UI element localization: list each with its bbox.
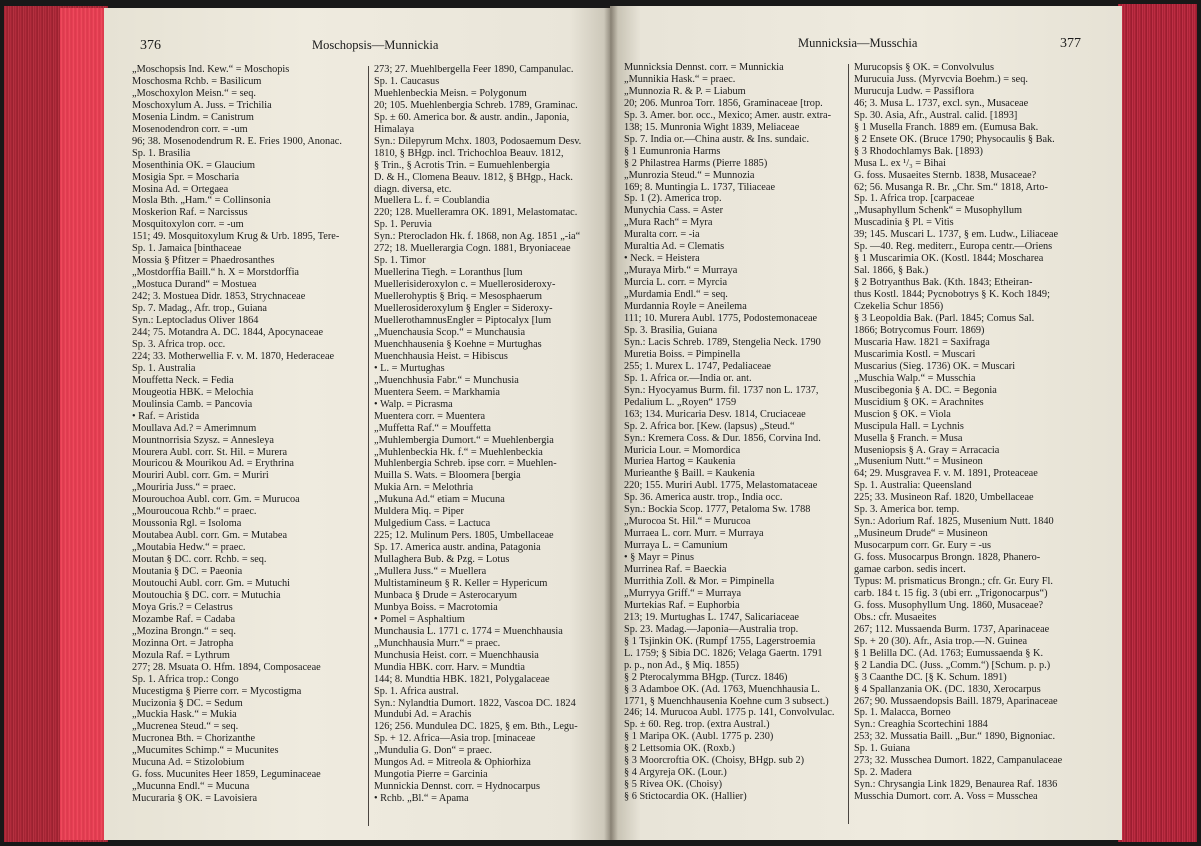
entry-line: § 2 Lettsomia OK. (Roxb.) xyxy=(624,743,735,755)
entry-line: Moskerion Raf. = Narcissus xyxy=(132,207,248,219)
entry-line: Sp. 3. Amer. bor. occ., Mexico; Amer. austr. extra- xyxy=(624,109,832,121)
entry-line: Mukia Arn. = Melothria xyxy=(374,482,474,494)
entry-line: 39; 145. Muscari L. 1737, § em. Ludw., Liliaceae xyxy=(854,229,1059,241)
entry-line: § 3 Leopoldia Bak. (Parl. 1845; Comus Sal. xyxy=(854,313,1035,325)
entry-line: Himalaya xyxy=(374,123,415,135)
entry-line: Murrithia Zoll. & Mor. = Pimpinella xyxy=(624,575,775,587)
entry-line: 224; 33. Motherwellia F. v. M. 1870, Hederaceae xyxy=(132,350,335,362)
entry-line: Mosina Ad. = Ortegaea xyxy=(132,183,229,195)
running-head: Munnicksia—Musschia xyxy=(798,36,918,50)
entry-line: Munychia Cass. = Aster xyxy=(624,205,724,217)
entry-line: Moutouchia § DC. corr. = Mutuchia xyxy=(132,589,281,601)
entry-line: MuellerothamnusEngler = Piptocalyx [lum xyxy=(374,315,552,327)
entry-line: Moya Gris.? = Celastrus xyxy=(132,601,233,613)
entry-line: 220; 155. Muriri Aubl. 1775, Melastomataceae xyxy=(624,480,818,492)
entry-line: Muilla S. Wats. = Bloomera [bergia xyxy=(374,470,521,482)
entry-line: „Muenchausia Scop.“ = Munchausia xyxy=(374,326,526,338)
entry-line: Musa L. ex ¹/₃ = Bihai xyxy=(854,157,946,169)
entry-line: Mozinna Ort. = Jatropha xyxy=(132,637,234,649)
entry-line: 126; 256. Mundulea DC. 1825, § em. Bth., Legu- xyxy=(374,721,578,733)
entry-line: Muentera corr. = Muentera xyxy=(374,410,486,422)
entry-line: 255; 1. Murex L. 1747, Pedaliaceae xyxy=(624,360,771,372)
entry-line: Syn.: Nylandtia Dumort. 1822, Vascoa DC. 1824 xyxy=(374,697,576,709)
entry-line: 62; 56. Musanga R. Br. „Chr. Sm.“ 1818, Arto- xyxy=(854,181,1048,193)
entry-line: § 2 Pterocalymma BHgp. (Turcz. 1846) xyxy=(624,671,788,683)
entry-line: 225; 12. Mulinum Pers. 1805, Umbellaceae xyxy=(374,530,554,542)
entry-line: Moullava Ad.? = Amerimnum xyxy=(132,422,257,434)
entry-line: Munchusia Heist. corr. = Muenchhausia xyxy=(374,649,539,661)
entry-line: „Mucunna Endl.“ = Mucuna xyxy=(132,781,250,793)
entry-line: Syn.: Chrysangia Link 1829, Benaurea Raf. 1836 xyxy=(854,779,1058,791)
entry-line: 242; 3. Mostuea Didr. 1853, Strychnaceae xyxy=(132,291,306,303)
entry-line: 1866; Botrycomus Fourr. 1869) xyxy=(854,324,985,336)
entry-line: § 2 Botryanthus Bak. (Kth. 1843; Etheiran- xyxy=(854,277,1033,289)
left-page[interactable] xyxy=(104,8,610,840)
entry-line: Sp. 1. Australia: Queensland xyxy=(854,480,972,492)
entry-line: Mucuna Ad. = Stizolobium xyxy=(132,757,245,769)
entry-line: 151; 49. Mosquitoxylum Krug & Urb. 1895, Tere- xyxy=(132,231,340,243)
entry-line: § 1 Musella Franch. 1889 em. (Eumusa Bak. xyxy=(854,121,1039,133)
entry-line: 1771, § Muenchhausenia Koehne cum 3 subsect.) xyxy=(624,695,829,707)
entry-line: Muscarimia Kostl. = Muscari xyxy=(854,348,976,360)
entry-line: Mourera Aubl. corr. St. Hil. = Murera xyxy=(132,446,288,458)
entry-line: G. foss. Musaeites Sternb. 1838, Musaceae? xyxy=(854,169,1037,181)
entry-line: § 5 Rivea OK. (Choisy) xyxy=(624,779,723,791)
entry-line: Sp. 1. Jamaica [binthaceae xyxy=(132,243,242,255)
entry-line: Muscarius (Sieg. 1736) OK. = Muscari xyxy=(854,360,1016,372)
entry-line: „Moschopsis Ind. Kew.“ = Moschopis xyxy=(132,64,290,75)
entry-line: „Muhlembergia Dumort.“ = Muehlenbergia xyxy=(374,434,554,446)
entry-line: Mucuraria § OK. = Lavoisiera xyxy=(132,793,258,805)
entry-line: Murieanthe § Baill. = Kaukenia xyxy=(624,468,755,480)
entry-line: Syn.: Adorium Raf. 1825, Musenium Nutt. 1840 xyxy=(854,516,1054,528)
entry-line: Syn.: Creaghia Scortechini 1884 xyxy=(854,719,988,731)
entry-line: Muenchhausenia § Koehne = Murtughas xyxy=(374,338,542,350)
entry-line: 220; 128. Muelleramra OK. 1891, Melastomatac. xyxy=(374,207,578,219)
entry-line: Munbaca § Drude = Asterocaryum xyxy=(374,589,518,601)
entry-line: „Musenium Nutt.“ = Musineon xyxy=(854,456,983,468)
entry-line: Moulinsia Camb. = Pancovia xyxy=(132,398,253,410)
entry-line: „Mouriria Juss.“ = praec. xyxy=(132,482,236,494)
entry-line: Sp. + 12. Africa—Asia trop. [minaceae xyxy=(374,733,536,745)
entry-line: 111; 10. Murera Aubl. 1775, Podostemonaceae xyxy=(624,313,818,325)
entry-line: Mundubi Ad. = Arachis xyxy=(374,709,472,721)
entry-line: thus Kostl. 1844; Pycnobotrys § K. Koch 1849; xyxy=(854,289,1050,301)
entry-line: Muretia Boiss. = Pimpinella xyxy=(624,348,741,360)
entry-line: Muscidium § OK. = Arachnites xyxy=(854,396,984,408)
entry-line: Muenchhausia Heist. = Hibiscus xyxy=(374,350,508,362)
entry-line: Sp. 3. Africa trop. occ. xyxy=(132,338,226,350)
entry-line: „Moschoxylon Meisn.“ = seq. xyxy=(132,87,256,99)
entry-line: § 1 Muscarimia OK. (Kostl. 1844; Moscharea xyxy=(854,253,1044,265)
entry-line: Sp. 23. Madag.—Japonia—Australia trop. xyxy=(624,623,799,635)
entry-line: Sp. 1. Africa trop.: Congo xyxy=(132,673,239,685)
entry-line: 273; 27. Muehlbergella Feer 1890, Campanulac. xyxy=(374,64,574,75)
entry-line: Muriea Hartog = Kaukenia xyxy=(624,456,736,468)
entry-line: 20; 206. Munroa Torr. 1856, Graminaceae [trop. xyxy=(624,97,823,109)
entry-line: Mosigia Spr. = Moscharia xyxy=(132,171,240,183)
entry-line: 144; 8. Mundtia HBK. 1821, Polygalaceae xyxy=(374,673,550,685)
entry-line: § 1 Tsjinkin OK. (Rumpf 1755, Lagerstroemia xyxy=(624,635,816,647)
entry-line: 20; 105. Muehlenbergia Schreb. 1789, Graminac. xyxy=(374,99,578,111)
entry-line: Murraea L. corr. Murr. = Murraya xyxy=(624,528,764,540)
entry-line: Mosenthinia OK. = Glaucium xyxy=(132,159,256,171)
entry-line: Musella § Franch. = Musa xyxy=(854,432,963,444)
entry-line: Muscadinia § Pl. = Vitis xyxy=(854,217,954,229)
entry-line: Muellerisideroxylon c. = Muellerosideroxy- xyxy=(374,279,556,291)
entry-line: Sp. 1. Africa austral. xyxy=(374,685,459,697)
entry-line: Muricia Lour. = Momordica xyxy=(624,444,741,456)
entry-line: L. 1759; § Sibia DC. 1826; Velaga Gaertn. 1791 xyxy=(624,647,823,659)
entry-line: Muscion § OK. = Viola xyxy=(854,408,951,420)
entry-line: • § Mayr = Pinus xyxy=(624,552,695,564)
entry-line: • Walp. = Picrasma xyxy=(374,398,453,410)
entry-line: „Munnozia R. & P. = Liabum xyxy=(624,85,746,97)
entry-line: Mosquitoxylon corr. = -um xyxy=(132,219,244,231)
entry-line: „Muffetta Raf.“ = Mouffetta xyxy=(374,422,491,434)
entry-line: Sp. 30. Asia, Afr., Austral. calid. [1893] xyxy=(854,109,1018,121)
entry-line: 96; 38. Mosenodendrum R. E. Fries 1900, Anonac. xyxy=(132,135,342,147)
entry-line: § 1 Eumunronia Harms xyxy=(624,145,721,157)
entry-line: „Mucrenea Steud.“ = seq. xyxy=(132,721,239,733)
entry-line: § Trin., § Acrotis Trin. = Eumuehlenbergia xyxy=(374,159,550,171)
entry-line: Muscibegonia § A. DC. = Begonia xyxy=(854,384,997,396)
entry-line: Musschia Dumort. corr. A. Voss = Musschea xyxy=(854,791,1038,803)
entry-line: • Neck. = Heistera xyxy=(624,253,700,265)
entry-line: • Rchb. „Bl.“ = Apama xyxy=(374,793,469,805)
entry-line: „Mundulia G. Don“ = praec. xyxy=(374,745,492,757)
entry-line: Syn.: Leptocladus Oliver 1864 xyxy=(132,315,259,327)
entry-line: Mozula Raf. = Lythrum xyxy=(132,649,230,661)
entry-line: Muehlenbeckia Meisn. = Polygonum xyxy=(374,87,527,99)
entry-line: Murtekias Raf. = Euphorbia xyxy=(624,599,740,611)
entry-line: Sal. 1866, § Bak.) xyxy=(854,265,929,277)
entry-line: „Murdamia Endl.“ = seq. xyxy=(624,289,728,301)
entry-line: Muellerosideroxylum § Engler = Sideroxy- xyxy=(374,303,553,315)
entry-line: D. & H., Clomena Beauv. 1812, § BHgp., Hack. xyxy=(374,171,573,183)
entry-line: Mucestigma § Pierre corr. = Mycostigma xyxy=(132,685,302,697)
left-page-edges-highlight xyxy=(60,8,108,840)
entry-line: 267; 112. Mussaenda Burm. 1737, Aparinaceae xyxy=(854,623,1050,635)
entry-line: „Munrozia Steud.“ = Munnozia xyxy=(624,169,755,181)
entry-line: Sp. 1. Australia xyxy=(132,362,196,374)
entry-line: Typus: M. prismaticus Brongn.; cfr. Gr. Eury Fl. xyxy=(854,575,1053,587)
entry-line: „Muraya Mirb.“ = Murraya xyxy=(624,265,738,277)
entry-line: Syn.: Pterocladon Hk. f. 1868, non Ag. 1851 „-ia“ xyxy=(374,231,581,243)
entry-line: „Munchhausia Murr.“ = praec. xyxy=(374,637,501,649)
entry-line: Sp. 3. Brasilia, Guiana xyxy=(624,324,718,336)
entry-line: „Moutabia Hedw.“ = praec. xyxy=(132,542,246,554)
entry-line: Moschoxylum A. Juss. = Trichilia xyxy=(132,99,272,111)
entry-line: Mosenia Lindm. = Canistrum xyxy=(132,111,254,123)
entry-line: 213; 19. Murtughas L. 1747, Salicariaceae xyxy=(624,611,799,623)
entry-line: „Mucumites Schimp.“ = Mucunites xyxy=(132,745,279,757)
entry-line: 277; 28. Msuata O. Hfm. 1894, Composaceae xyxy=(132,661,321,673)
entry-line: Sp. —40. Reg. mediterr., Europa centr.—Oriens xyxy=(854,241,1053,253)
entry-line: Sp. 1. Peruvia xyxy=(374,219,432,231)
entry-line: Museniopsis § A. Gray = Arracacia xyxy=(854,444,1000,456)
entry-line: Mungotia Pierre = Garcinia xyxy=(374,769,488,781)
entry-line: Mouriri Aubl. corr. Gm. = Muriri xyxy=(132,470,269,482)
entry-line: „Mostdorffia Baill.“ h. X = Morstdorffia xyxy=(132,267,300,279)
column-rule xyxy=(368,66,369,826)
entry-line: Pedalium L. „Royen“ 1759 xyxy=(624,396,737,408)
entry-line: Musocarpum corr. Gr. Eury = -us xyxy=(854,540,992,552)
entry-line: Syn.: Lacis Schreb. 1789, Stengelia Neck. 1790 xyxy=(624,336,821,348)
entry-line: 169; 8. Muntingia L. 1737, Tiliaceae xyxy=(624,181,776,193)
entry-line: „Mostuca Durand“ = Mostuea xyxy=(132,279,257,291)
entry-line: 138; 15. Munronia Wight 1839, Meliaceae xyxy=(624,121,800,133)
entry-line: § 6 Stictocardia OK. (Hallier) xyxy=(624,791,747,803)
entry-line: Munbya Boiss. = Macrotomia xyxy=(374,601,498,613)
entry-line: Mucizonia § DC. = Sedum xyxy=(132,697,243,709)
entry-line: Syn.: Hyocyamus Burm. fil. 1737 non L. 1737, xyxy=(624,384,819,396)
entry-line: „Mullera Juss.“ = Muellera xyxy=(374,566,487,578)
entry-line: Sp. 2. Africa bor. [Kew. (lapsus) „Steud.“ xyxy=(624,420,795,432)
entry-line: 1810, § BHgp. incl. Trichochloa Beauv. 1812, xyxy=(374,147,564,159)
entry-line: § 3 Moorcroftia OK. (Choisy, BHgp. sub 2) xyxy=(624,755,805,767)
entry-line: Muscipula Hall. = Lychnis xyxy=(854,420,964,432)
entry-line: Mosenodendron corr. = -um xyxy=(132,123,248,135)
entry-line: Sp. 1 (2). America trop. xyxy=(624,193,722,205)
entry-line: „Mukuna Ad.“ etiam = Mucuna xyxy=(374,494,505,506)
entry-line: gamae carbon. sedis incert. xyxy=(854,564,966,576)
column-rule xyxy=(848,64,849,824)
entry-line: Sp. 17. America austr. andina, Patagonia xyxy=(374,542,541,554)
entry-line: G. foss. Musophyllum Ung. 1860, Musaceae? xyxy=(854,599,1044,611)
entry-line: Sp. 3. America bor. temp. xyxy=(854,504,960,516)
entry-line: 273; 32. Musschea Dumort. 1822, Campanulaceae xyxy=(854,755,1063,767)
entry-line: Moutania § DC. = Paeonia xyxy=(132,566,243,578)
entry-line: „Muhlenbeckia Hk. f.“ = Muehlenbeckia xyxy=(374,446,543,458)
entry-line: 267; 90. Mussaendopsis Baill. 1879, Aparinaceae xyxy=(854,695,1058,707)
entry-line: „Muschia Walp.“ = Musschia xyxy=(854,372,976,384)
entry-line: Murraya L. = Camunium xyxy=(624,540,728,552)
entry-line: p. p., non Ad., § Miq. 1855) xyxy=(624,659,739,671)
entry-line: § 4 Spallanzania OK. (DC. 1830, Xerocarpus xyxy=(854,683,1041,695)
entry-line: G. foss. Mucunites Heer 1859, Leguminaceae xyxy=(132,769,321,781)
column xyxy=(374,64,606,805)
right-page[interactable] xyxy=(610,6,1122,840)
column xyxy=(132,64,368,805)
entry-line: Sp. ± 60. Reg. trop. (extra Austral.) xyxy=(624,719,770,731)
entry-line: Muraltia Ad. = Clematis xyxy=(624,241,725,253)
entry-line: „Murocoa St. Hil.“ = Murucoa xyxy=(624,516,751,528)
entry-line: „Munnikia Hask.“ = praec. xyxy=(624,73,736,85)
entry-line: Munchausia L. 1771 c. 1774 = Muenchhausia xyxy=(374,625,563,637)
entry-line: 244; 75. Motandra A. DC. 1844, Apocynaceae xyxy=(132,326,324,338)
entry-line: Muellerina Tiegh. = Loranthus [lum xyxy=(374,267,523,279)
entry-line: Sp. 1. Caucasus xyxy=(374,75,440,87)
entry-line: diagn. diversa, etc. xyxy=(374,183,452,195)
entry-line: • L. = Murtughas xyxy=(374,362,445,374)
entry-line: § 3 Caanthe DC. [§ K. Schum. 1891) xyxy=(854,671,1007,683)
entry-line: Multistamineum § R. Keller = Hypericum xyxy=(374,577,548,589)
entry-line: • Raf. = Aristida xyxy=(132,410,200,422)
entry-line: Murucuja Ludw. = Passiflora xyxy=(854,85,975,97)
entry-line: Mosla Bth. „Ham.“ = Collinsonia xyxy=(132,195,271,207)
entry-line: Muellera L. f. = Coublandia xyxy=(374,195,490,207)
entry-line: 225; 33. Musineon Raf. 1820, Umbellaceae xyxy=(854,492,1034,504)
right-page-edges xyxy=(1118,4,1197,842)
entry-line: carb. 184 t. 15 fig. 3 (ubi err. „Trigonocarpus“) xyxy=(854,587,1048,599)
entry-line: Sp. 1. Guiana xyxy=(854,743,911,755)
entry-line: Moschosma Rchb. = Basilicum xyxy=(132,75,262,87)
book-gutter xyxy=(604,6,618,840)
entry-line: 46; 3. Musa L. 1737, excl. syn., Musaceae xyxy=(854,97,1029,109)
entry-line: „Muenchhusia Fabr.“ = Munchusia xyxy=(374,374,519,386)
entry-line: Muldera Miq. = Piper xyxy=(374,506,464,518)
entry-line: Mountnorrisia Szysz. = Annesleya xyxy=(132,434,274,446)
entry-line: Muellerohyptis § Briq. = Mesosphaerum xyxy=(374,291,542,303)
entry-line: Mulgedium Cass. = Lactuca xyxy=(374,518,491,530)
entry-line: Muralta corr. = -ia xyxy=(624,229,700,241)
running-head: Moschopsis—Munnickia xyxy=(312,38,439,52)
entry-line: Muscaria Haw. 1821 = Saxifraga xyxy=(854,336,990,348)
entry-line: Czekelia Schur 1856) xyxy=(854,301,944,313)
entry-line: Mundia HBK. corr. Harv. = Mundtia xyxy=(374,661,525,673)
entry-line: Muentera Seem. = Markhamia xyxy=(374,386,500,398)
entry-line: Sp. 36. America austr. trop., India occ. xyxy=(624,492,783,504)
entry-line: Moutabea Aubl. corr. Gm. = Mutabea xyxy=(132,530,288,542)
page-number: 377 xyxy=(1060,36,1081,51)
entry-line: 272; 18. Muellerargia Cogn. 1881, Bryoniaceae xyxy=(374,243,571,255)
entry-line: „Musineum Drude“ = Musineon xyxy=(854,528,988,540)
entry-line: Moutan § DC. corr. Rchb. = seq. xyxy=(132,554,267,566)
entry-line: Sp. 1. Africa or.—India or. ant. xyxy=(624,372,752,384)
page-number: 376 xyxy=(140,38,161,53)
entry-line: § 1 Maripa OK. (Aubl. 1775 p. 230) xyxy=(624,731,774,743)
entry-line: Syn.: Bockia Scop. 1777, Petaloma Sw. 1788 xyxy=(624,504,811,516)
entry-line: „Musaphyllum Schenk“ = Musophyllum xyxy=(854,205,1022,217)
entry-line: „Mouroucoua Rchb.“ = praec. xyxy=(132,506,257,518)
entry-line: § 3 Rhodochlamys Bak. [1893) xyxy=(854,145,983,157)
entry-line: Sp. 2. Madera xyxy=(854,767,912,779)
entry-line: 253; 32. Mussatia Baill. „Bur.“ 1890, Bignoniac. xyxy=(854,731,1056,743)
entry-line: „Murryya Griff.“ = Murraya xyxy=(624,587,742,599)
entry-line: Mucronea Bth. = Chorizanthe xyxy=(132,733,256,745)
entry-line: § 4 Argyreja OK. (Lour.) xyxy=(624,767,727,779)
entry-line: Mullaghera Bub. & Pzg. = Lotus xyxy=(374,554,510,566)
entry-line: • Pomel = Asphaltium xyxy=(374,613,465,625)
entry-line: Murrinea Raf. = Baeckia xyxy=(624,564,727,576)
entry-line: § 1 Belilla DC. (Ad. 1763; Eumussaenda § K. xyxy=(854,647,1044,659)
entry-line: § 3 Adamboe OK. (Ad. 1763, Muenchhausia L. xyxy=(624,683,820,695)
entry-line: Murucuia Juss. (Myrvcvia Boehm.) = seq. xyxy=(854,73,1028,85)
entry-line: Murcia L. corr. = Myrcia xyxy=(624,277,728,289)
entry-line: § 2 Landia DC. (Juss. „Comm.“) [Schum. p. p.) xyxy=(854,659,1051,671)
column xyxy=(624,62,852,803)
entry-line: Sp. 7. India or.—China austr. & Ins. sundaic. xyxy=(624,133,810,145)
entry-line: Murucopsis § OK. = Convolvulus xyxy=(854,62,994,73)
entry-line: Sp. ± 60. America bor. & austr. andin., Japonia, xyxy=(374,111,570,123)
entry-line: Muhlenbergia Schreb. ipse corr. = Muehlen- xyxy=(374,458,557,470)
entry-line: Moutouchi Aubl. corr. Gm. = Mutuchi xyxy=(132,577,290,589)
entry-line: Mougeotia HBK. = Melochia xyxy=(132,386,254,398)
entry-line: Sp. 1. Timor xyxy=(374,255,426,267)
column xyxy=(854,62,1104,803)
entry-line: Mozambe Raf. = Cadaba xyxy=(132,613,236,625)
entry-line: § 2 Ensete OK. (Bruce 1790; Physocaulis § Bak. xyxy=(854,133,1055,145)
entry-line: Sp. 7. Madag., Afr. trop., Guiana xyxy=(132,303,267,315)
entry-line: Syn.: Kremera Coss. & Dur. 1856, Corvina Ind. xyxy=(624,432,821,444)
entry-line: Mossia § Pfitzer = Phaedrosanthes xyxy=(132,255,275,267)
entry-line: Mouffetta Neck. = Fedia xyxy=(132,374,234,386)
entry-line: Mungos Ad. = Mitreola & Ophiorhiza xyxy=(374,757,531,769)
entry-line: 246; 14. Murucoa Aubl. 1775 p. 141, Convolvulac. xyxy=(624,707,835,719)
entry-line: Sp. 1. Brasilia xyxy=(132,147,191,159)
entry-line: 163; 134. Muricaria Desv. 1814, Cruciaceae xyxy=(624,408,806,420)
entry-line: Munnickia Dennst. corr. = Hydnocarpus xyxy=(374,781,540,793)
entry-line: Moussonia Rgl. = Isoloma xyxy=(132,518,242,530)
entry-line: G. foss. Musocarpus Brongn. 1828, Phanero- xyxy=(854,552,1041,564)
entry-line: Sp. + 20 (30). Afr., Asia trop.—N. Guinea xyxy=(854,635,1028,647)
entry-line: Obs.: cfr. Musaeites xyxy=(854,611,937,623)
entry-line: Munnicksia Dennst. corr. = Munnickia xyxy=(624,62,784,73)
entry-line: Murdannia Royle = Aneilema xyxy=(624,301,747,313)
entry-line: Syn.: Dilepyrum Mchx. 1803, Podosaemum Desv. xyxy=(374,135,582,147)
entry-line: 64; 29. Musgravea F. v. M. 1891, Proteaceae xyxy=(854,468,1038,480)
entry-line: Mourouchoa Aubl. corr. Gm. = Murucoa xyxy=(132,494,300,506)
entry-line: § 2 Philastrea Harms (Pierre 1885) xyxy=(624,157,768,169)
entry-line: „Mura Rach“ = Myra xyxy=(624,217,713,229)
entry-line: „Mozina Brongn.“ = seq. xyxy=(132,625,236,637)
entry-line: Sp. 1. Malacca, Borneo xyxy=(854,707,951,719)
entry-line: „Muckia Hask.“ = Mukia xyxy=(132,709,237,721)
entry-line: Mouricou & Mourikou Ad. = Erythrina xyxy=(132,458,294,470)
entry-line: Sp. 1. Africa trop. [carpaceae xyxy=(854,193,975,205)
